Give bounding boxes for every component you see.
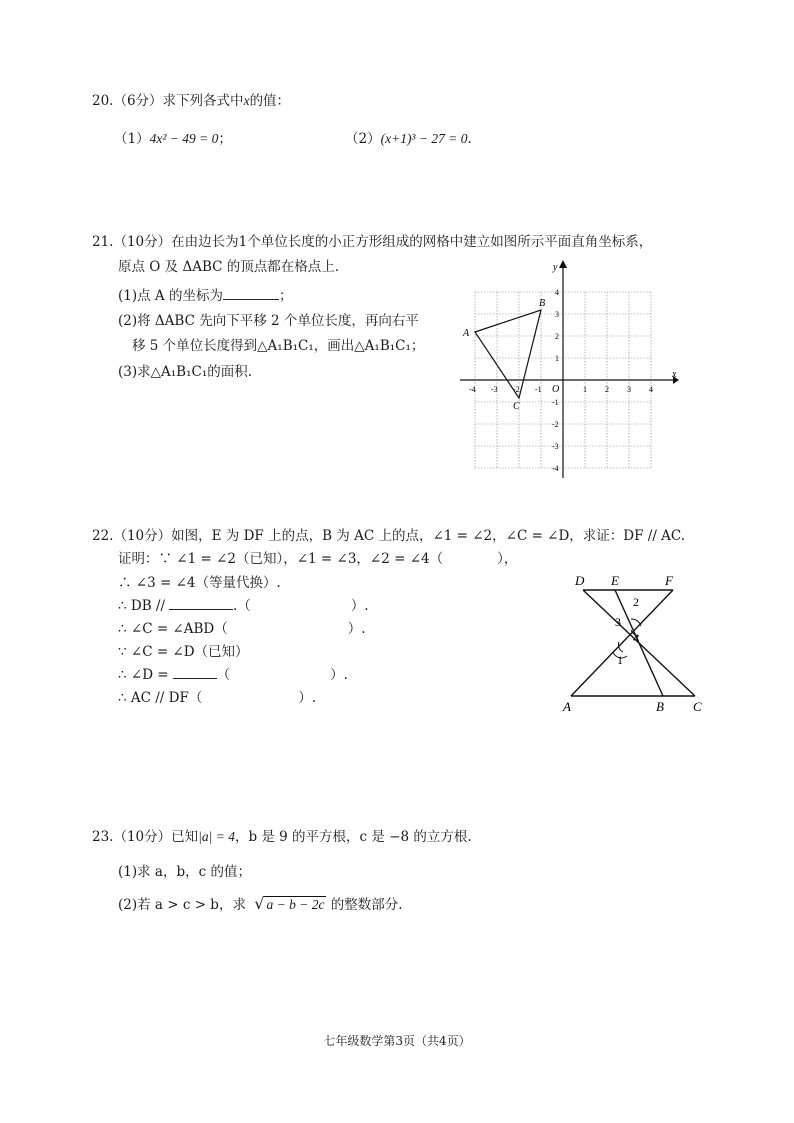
page-footer: 七年级数学第3页（共4页） xyxy=(323,1034,471,1048)
q23-sub1: (1)求 a，b，c 的值； xyxy=(118,864,251,880)
y-tick-label: -4 xyxy=(552,464,559,473)
q21-sub2b: 移 5 个单位长度得到△A₁B₁C₁，画出△A₁B₁C₁； xyxy=(132,338,425,354)
q22-proof-line7: ∴ AC // DF（ ）. xyxy=(118,690,317,706)
y-axis-arrow-icon xyxy=(559,260,567,268)
y-tick-label: 3 xyxy=(555,310,559,319)
label-e: E xyxy=(611,573,619,588)
q22-proof-line4: ∴ ∠C = ∠ABD（ ）. xyxy=(118,621,366,637)
q22-proof-line6: ∴ ∠D = （ ）. xyxy=(118,667,348,683)
x-tick-label: 2 xyxy=(605,385,609,394)
q21-sub3: (3)求△A₁B₁C₁的面积. xyxy=(118,364,253,380)
label-angle-3: 3 xyxy=(615,615,621,629)
q21-sub1: (1)点 A 的坐标为 ； xyxy=(118,288,293,304)
x-tick-label: -3 xyxy=(491,385,498,394)
q20-header: 20.（6分）求下列各式中x的值： xyxy=(92,93,291,109)
origin-label: O xyxy=(552,384,560,395)
y-tick-label: -2 xyxy=(552,420,559,429)
point-c-label: C xyxy=(513,401,520,412)
y-tick-label: -3 xyxy=(552,442,559,451)
q21-header: 21.（10分）在由边长为1个单位长度的小正方形组成的网格中建立如图所示平面直角坐标系， xyxy=(92,234,653,250)
x-tick-label: 3 xyxy=(627,385,631,394)
q21-sub2a: (2)将 ΔABC 先向下平移 2 个单位长度，再向右平 xyxy=(118,313,419,329)
q22-proof-line5: ∵ ∠C = ∠D（已知） xyxy=(118,644,249,660)
y-tick-label: -1 xyxy=(552,398,559,407)
y-tick-label: 1 xyxy=(555,354,559,363)
q22-geometry-figure xyxy=(555,570,715,718)
q23-header: 23.（10分）已知|a| = 4，b 是 9 的平方根，c 是 −8 的立方根. xyxy=(92,829,472,845)
q21-coordinate-grid xyxy=(455,258,680,483)
x-axis-label: x xyxy=(672,369,677,380)
label-angle-4: 4 xyxy=(633,631,639,645)
square-root-expression: √ a − b − 2c xyxy=(254,894,325,913)
label-angle-2: 2 xyxy=(633,595,639,609)
label-f: F xyxy=(665,573,673,588)
triangle-abc xyxy=(475,310,541,398)
q20-part2: （2）(x+1)³ − 27 = 0. xyxy=(345,131,472,147)
q22-proof-line2: ∴ ∠3 = ∠4（等量代换）. xyxy=(118,575,281,591)
q22-proof-line1: 证明：∵ ∠1 = ∠2（已知），∠1 = ∠3，∠2 = ∠4（ ）， xyxy=(118,551,518,567)
point-a-label: A xyxy=(463,328,470,339)
label-angle-1: 1 xyxy=(617,653,623,667)
label-c: C xyxy=(693,699,702,714)
q22-header: 22.（10分）如图，E 为 DF 上的点，B 为 AC 上的点，∠1 = ∠2，∠C = ∠D，求证：DF // AC. xyxy=(92,528,686,544)
q21-line2: 原点 O 及 ΔABC 的顶点都在格点上. xyxy=(118,259,340,275)
y-tick-label: 4 xyxy=(555,288,559,297)
y-axis-label: y xyxy=(553,262,558,273)
q23-sub2: (2)若 a > c > b，求 √ a − b − 2c 的整数部分. xyxy=(118,894,403,913)
x-tick-label: 1 xyxy=(583,385,587,394)
x-tick-label: 4 xyxy=(649,385,653,394)
x-tick-label: -4 xyxy=(469,385,476,394)
q22-proof-line3: ∴ DB // .（ ）. xyxy=(118,598,369,614)
x-tick-label: -2 xyxy=(513,385,520,394)
label-a: A xyxy=(563,699,571,714)
y-tick-label: 2 xyxy=(555,332,559,341)
point-b-label: B xyxy=(539,298,546,309)
q20-part1: （1）4x² − 49 = 0； xyxy=(114,131,232,147)
x-tick-label: -1 xyxy=(535,385,542,394)
label-b: B xyxy=(656,699,664,714)
label-d: D xyxy=(575,573,585,588)
